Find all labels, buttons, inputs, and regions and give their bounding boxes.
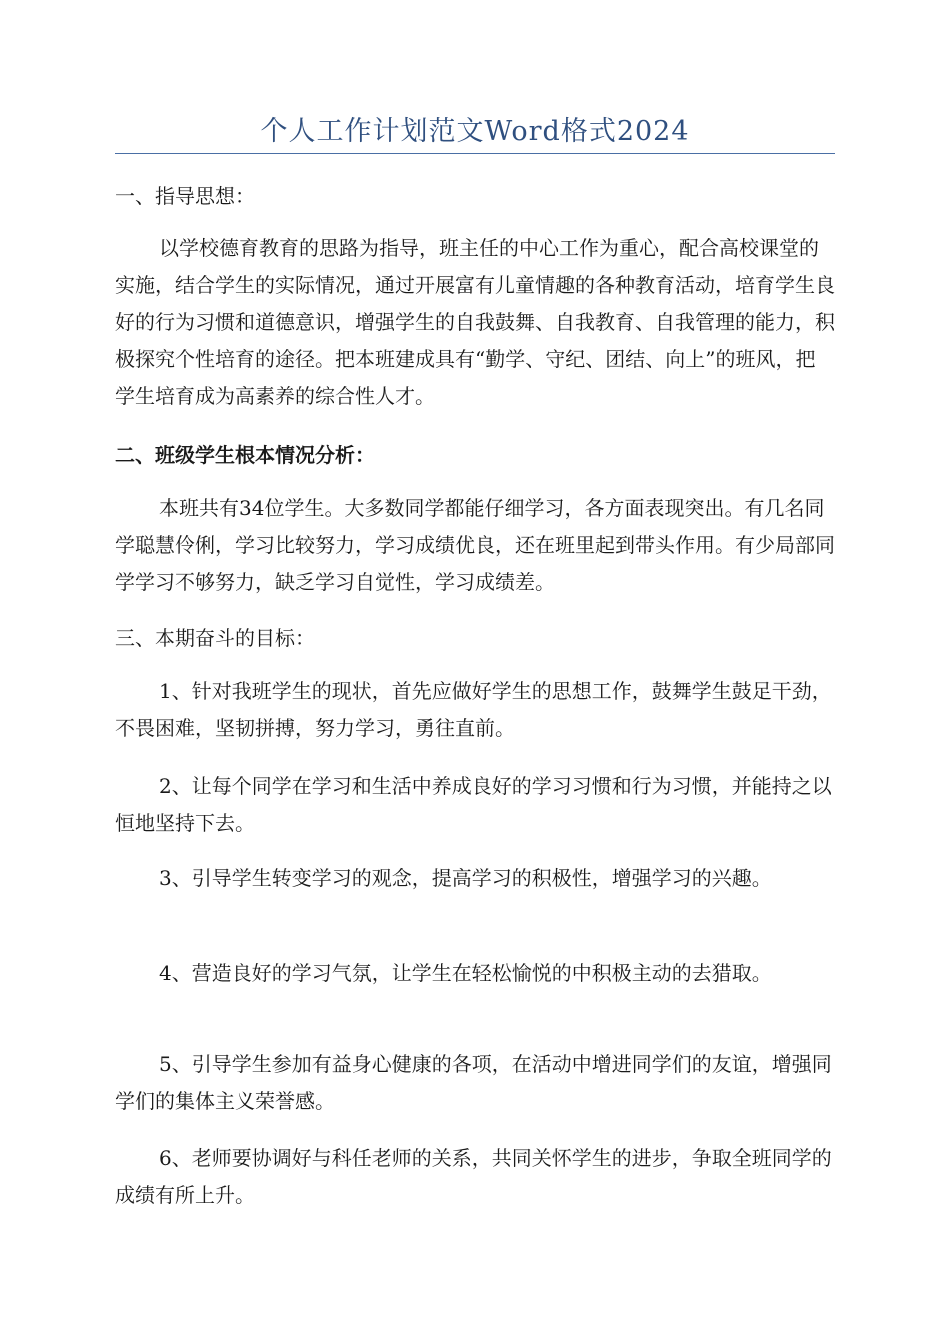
goal-item-5: 5、引导学生参加有益身心健康的各项，在活动中增进同学们的友谊，增强同学们的集体主义荣誉感。 — [115, 1052, 832, 1113]
goal-item-2: 2、让每个同学在学习和生活中养成良好的学习习惯和行为习惯，并能持之以恒地坚持下去。 — [115, 774, 832, 835]
section-heading-guiding-thought: 一、指导思想： — [115, 184, 255, 208]
section-heading-class-analysis: 二、班级学生根本情况分析： — [115, 443, 375, 467]
goal-item-1: 1、针对我班学生的现状，首先应做好学生的思想工作，鼓舞学生鼓足干劲，不畏困难，坚韧拼搏，努力学习，勇往直前。 — [115, 679, 832, 740]
goal-item-3: 3、引导学生转变学习的观念，提高学习的积极性，增强学习的兴趣。 — [159, 866, 772, 890]
document-title: 个人工作计划范文Word格式2024 — [260, 116, 690, 147]
goal-item-4: 4、营造良好的学习气氛，让学生在轻松愉悦的中积极主动的去猎取。 — [159, 961, 772, 985]
title-underline — [115, 153, 835, 154]
paragraph-class-analysis: 本班共有34位学生。大多数同学都能仔细学习，各方面表现突出。有几名同学聪慧伶俐，学习比较努力，学习成绩优良，还在班里起到带头作用。有少局部同学学习不够努力，缺乏学习自觉性，学习成绩差。 — [115, 496, 835, 594]
paragraph-guiding-thought: 以学校德育教育的思路为指导，班主任的中心工作为重心，配合高校课堂的实施，结合学生的实际情况，通过开展富有儿童情趣的各种教育活动，培育学生良好的行为习惯和道德意识，增强学生的自我鼓舞、自我教育、自我管理的能力，积极探究个性培育的途径。把本班建成具有“勤学、守纪、团结、向上”的班风，把学生培育成为高素养的综合性人才。 — [115, 236, 835, 408]
goal-item-6: 6、老师要协调好与科任老师的关系，共同关怀学生的进步，争取全班同学的成绩有所上升。 — [115, 1146, 832, 1207]
section-heading-goals: 三、本期奋斗的目标： — [115, 626, 315, 650]
